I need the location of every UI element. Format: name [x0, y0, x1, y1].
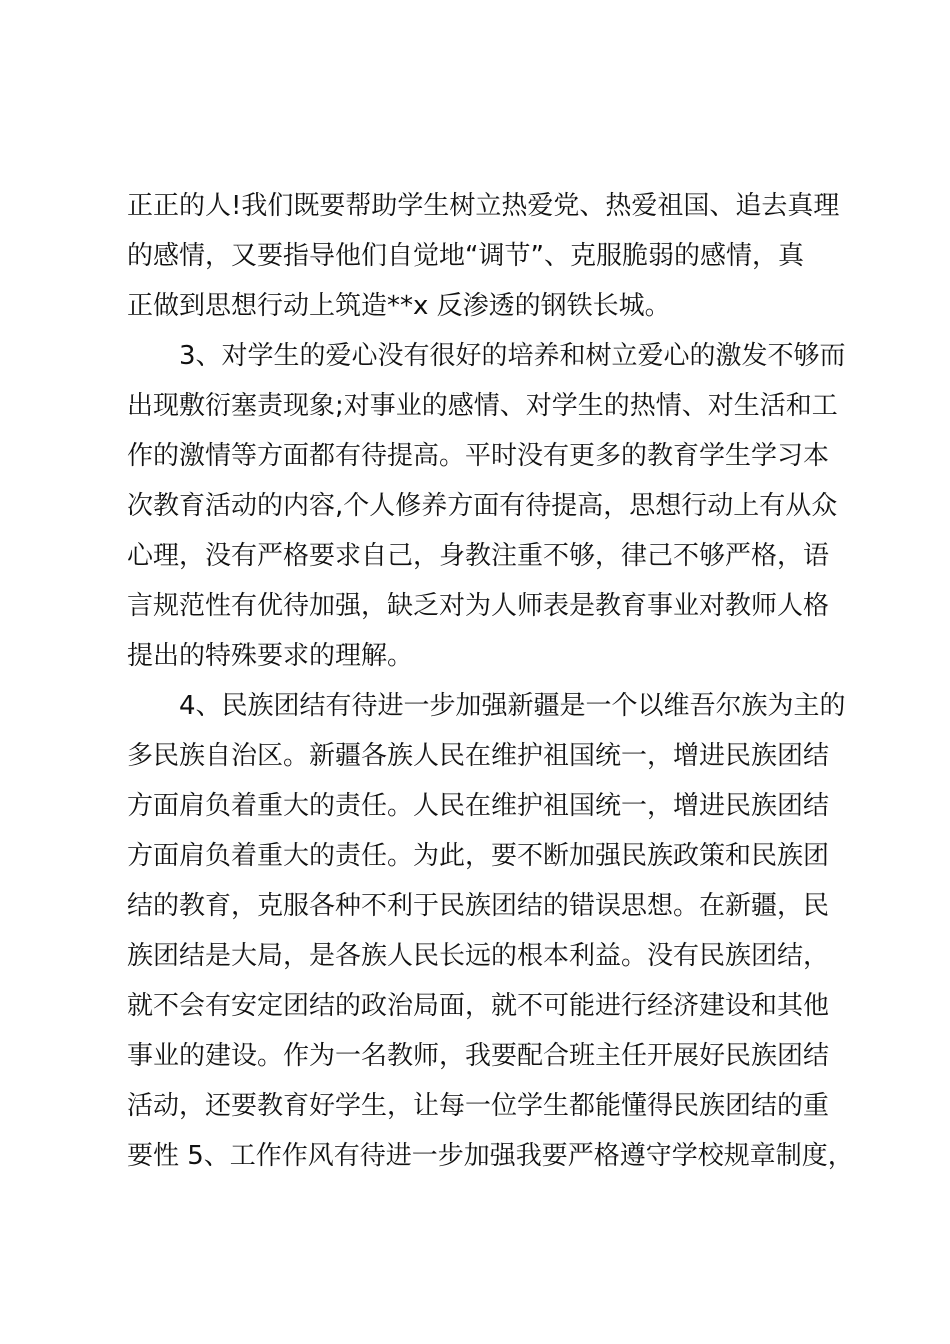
text-line: 作的激情等方面都有待提高。平时没有更多的教育学生学习本	[127, 441, 830, 471]
text-line: 多民族自治区。新疆各族人民在维护祖国统一，增进民族团结	[127, 741, 830, 771]
paragraph-start-line: 3、对学生的爱心没有很好的培养和树立爱心的激发不够而	[179, 341, 846, 371]
text-line: 言规范性有优待加强，缺乏对为人师表是教育事业对教师人格	[127, 591, 830, 621]
text-line: 要性 5、工作作风有待进一步加强我要严格遵守学校规章制度，	[127, 1141, 854, 1171]
text-line: 次教育活动的内容,个人修养方面有待提高，思想行动上有从众	[127, 491, 838, 521]
text-line: 事业的建设。作为一名教师，我要配合班主任开展好民族团结	[127, 1041, 830, 1071]
text-line: 就不会有安定团结的政治局面，就不可能进行经济建设和其他	[127, 991, 830, 1021]
text-line: 方面肩负着重大的责任。为此，要不断加强民族政策和民族团	[127, 841, 830, 871]
text-line: 方面肩负着重大的责任。人民在维护祖国统一，增进民族团结	[127, 791, 830, 821]
document-body	[127, 181, 854, 1181]
text-line: 出现敷衍塞责现象;对事业的感情、对学生的热情、对生活和工	[127, 391, 838, 421]
text-line: 的感情，又要指导他们自觉地“调节”、克服脆弱的感情，真	[127, 241, 804, 271]
text-line: 提出的特殊要求的理解。	[127, 641, 414, 671]
text-line: 结的教育，克服各种不利于民族团结的错误思想。在新疆，民	[127, 891, 830, 921]
text-line: 正做到思想行动上筑造**x 反渗透的钢铁长城。	[127, 291, 671, 321]
paragraph-start-line: 4、民族团结有待进一步加强新疆是一个以维吾尔族为主的	[179, 691, 846, 721]
text-line: 活动，还要教育好学生，让每一位学生都能懂得民族团结的重	[127, 1091, 830, 1121]
text-line: 族团结是大局，是各族人民长远的根本利益。没有民族团结，	[127, 941, 830, 971]
text-line: 心理，没有严格要求自己，身教注重不够，律己不够严格，语	[127, 541, 830, 571]
text-line: 正正的人!我们既要帮助学生树立热爱党、热爱祖国、追去真理	[127, 191, 840, 221]
